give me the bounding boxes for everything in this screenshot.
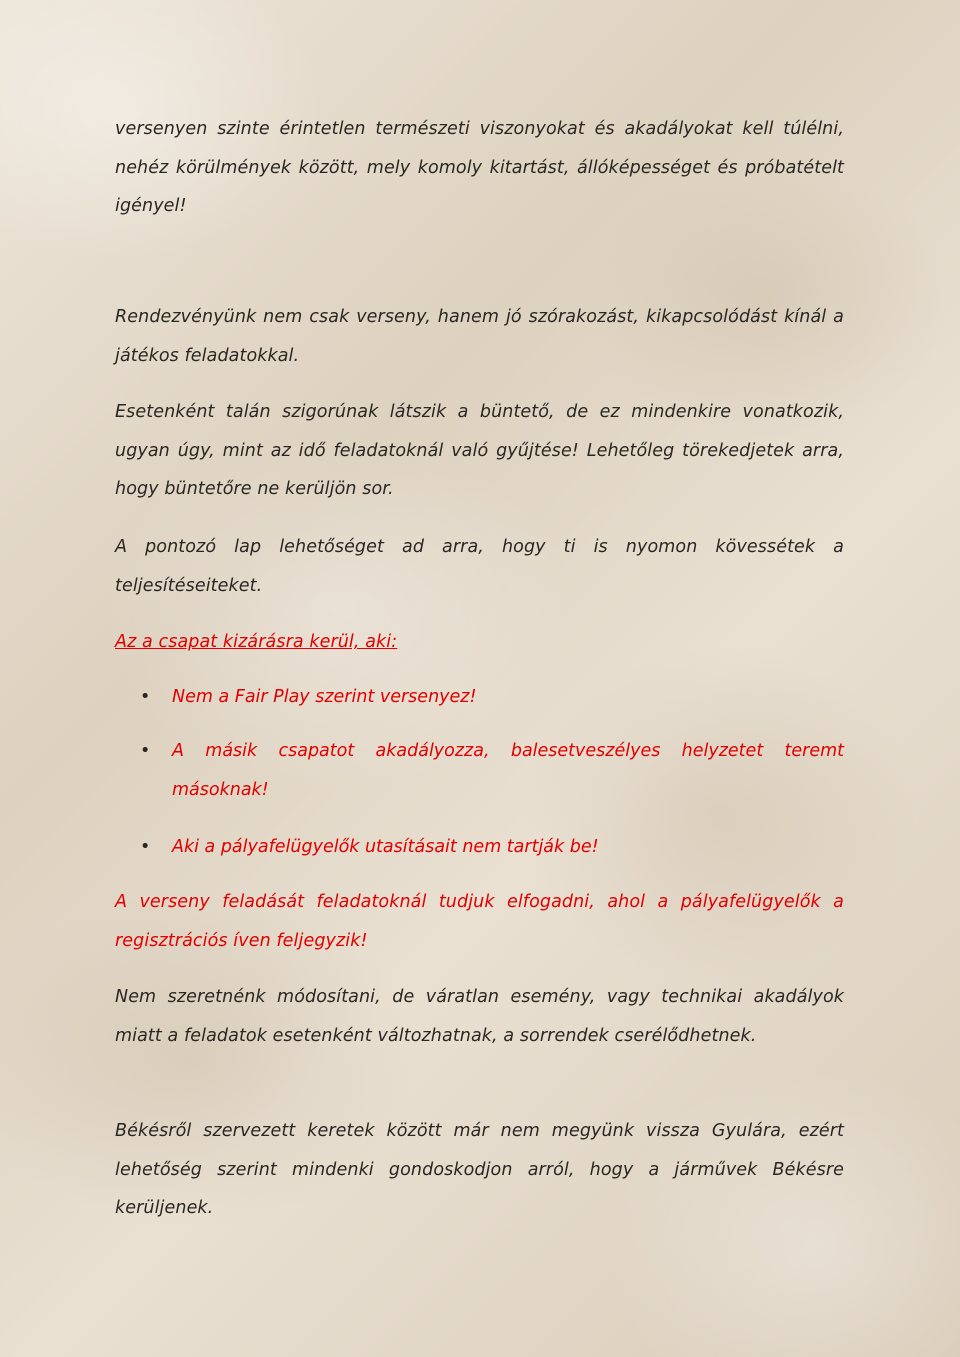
bullet-text: Aki a pályafelügyelők utasításait nem tartják be! [172, 837, 599, 857]
disqualification-bullet-1 [140, 678, 844, 717]
disqualification-bullet-3 [140, 828, 844, 867]
paragraph-event-description: Rendezvényünk nem csak verseny, hanem jó szórakozást, kikapcsolódást kínál a játékos feladatokkal. [115, 307, 844, 366]
paragraph-transport-info: Békésről szervezett keretek között már nem megyünk vissza Gyulára, ezért lehetőség szerint mindenki gondoskodjon arról, hogy a járművek Békésre kerüljenek. [115, 1121, 844, 1218]
paragraph-withdrawal-rules: A verseny feladását feladatoknál tudjuk elfogadni, ahol a pályafelügyelők a regisztrációs íven feljegyzik! [115, 892, 844, 951]
paragraph-penalty-rules: Esetenként talán szigorúnak látszik a büntető, de ez mindenkire vonatkozik, ugyan úgy, mint az idő feladatoknál való gyűjtése! Lehetőleg törekedjetek arra, hogy büntetőre ne kerüljön sor. [115, 402, 844, 499]
bullet-icon: • [140, 741, 151, 761]
bullet-text: Nem a Fair Play szerint versenyez! [172, 687, 477, 707]
bullet-icon: • [140, 837, 151, 857]
bullet-icon: • [140, 687, 151, 707]
paragraph-score-sheet: A pontozó lap lehetőséget ad arra, hogy ti is nyomon kövessétek a teljesítéseiteket. [115, 537, 844, 596]
paragraph-intro-continuation: versenyen szinte érintetlen természeti viszonyokat és akadályokat kell túlélni, nehéz körülmények között, mely komoly kitartást, állóképességet és próbatételt igényel! [115, 119, 844, 216]
bullet-text: A másik csapatot akadályozza, balesetveszélyes helyzetet teremt másoknak! [172, 741, 844, 800]
paragraph-schedule-changes: Nem szeretnénk módosítani, de váratlan esemény, vagy technikai akadályok miatt a feladatok esetenként változhatnak, a sorrendek cserélődhetnek. [115, 987, 844, 1046]
disqualification-bullet-2 [140, 732, 844, 809]
disqualification-heading: Az a csapat kizárásra kerül, aki: [115, 632, 398, 652]
